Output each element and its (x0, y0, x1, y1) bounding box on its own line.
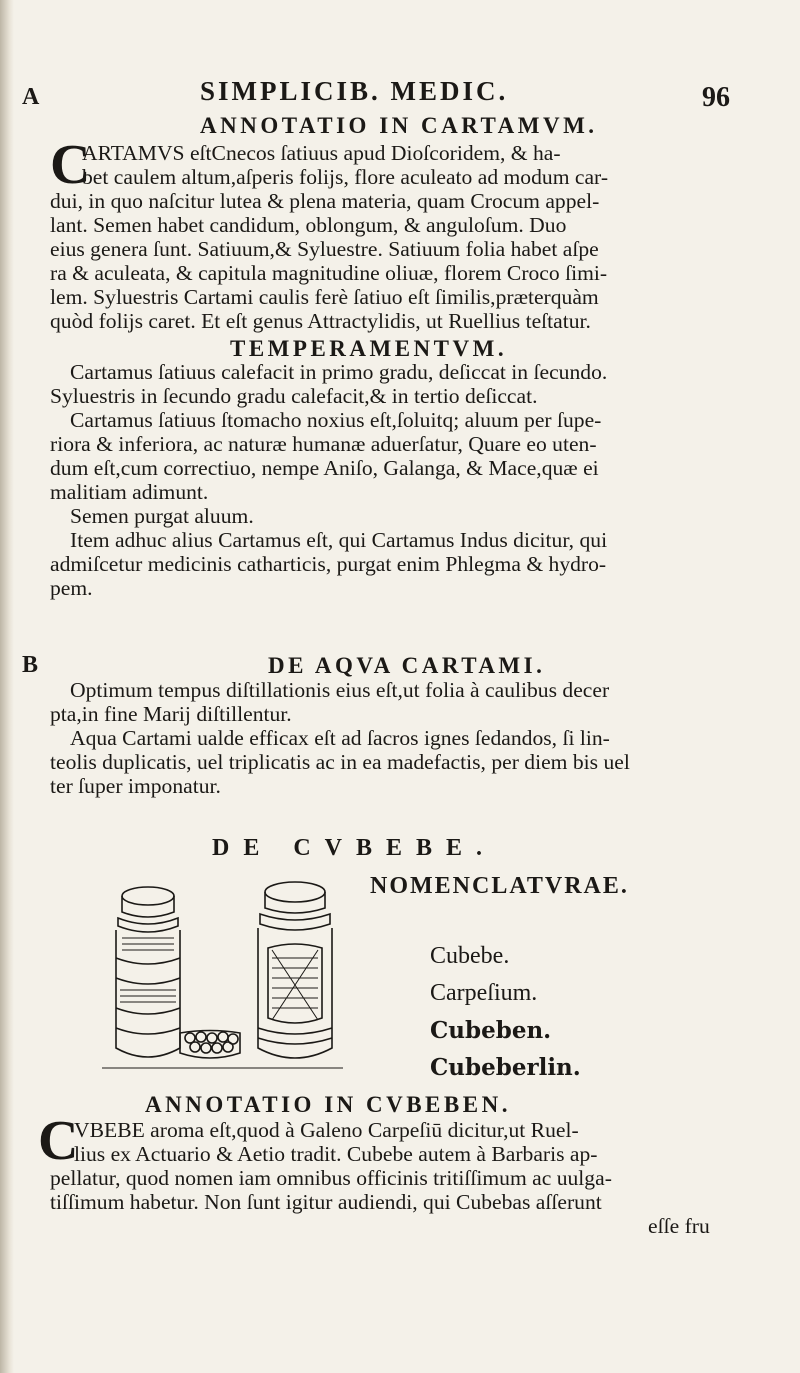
text-line: malitiam adimunt. (50, 480, 209, 504)
text-line: Semen purgat aluum. (70, 504, 254, 528)
text-line: pta,in fine Marij diſtillentur. (50, 702, 292, 726)
name-latin: Carpeſium. (430, 980, 538, 1006)
text-line: lem. Syluestris Cartami caulis ferè ſatiuo eſt ſimilis,præterquàm (50, 285, 599, 309)
text-line: Optimum tempus diſtillationis eius eſt,ut folia à caulibus decer (70, 678, 610, 702)
aqua-paragraph (50, 678, 750, 798)
text-line: bet caulem altum,aſperis folijs, flore aculeato ad modum car- (82, 165, 609, 189)
cubeben-paragraph (50, 1118, 750, 1238)
text-line: Cartamus ſatiuus calefacit in primo gradu, deſiccat in ſecundo. (70, 360, 608, 384)
name-latin: Cubebe. (430, 943, 510, 969)
heading-temperamentum: TEMPERAMENTVM. (230, 336, 508, 361)
nomenclature-list (430, 938, 581, 1086)
text-line: ter ſuper imponatur. (50, 774, 221, 798)
running-head: SIMPLICIB. MEDIC. (200, 76, 509, 106)
text-line: ra & aculeata, & capitula magnitudine oliuæ, florem Croco ſimi- (50, 261, 608, 285)
margin-mark-b: B (22, 652, 39, 678)
catchword: eſſe fru (648, 1214, 710, 1238)
page-gutter (0, 0, 14, 1373)
text-line: admiſcetur medicinis catharticis, purgat enim Phlegma & hydro- (50, 552, 607, 576)
text-line: Item adhuc alius Cartamus eſt, qui Cartamus Indus dicitur, qui (70, 528, 608, 552)
text-line: dui, in quo naſcitur lutea & plena materia, quam Crocum appel- (50, 189, 600, 213)
nomenclature-title: NOMENCLATVRAE. (370, 873, 629, 899)
text-line: lius ex Actuario & Aetio tradit. Cubebe autem à Barbaris ap- (74, 1142, 598, 1166)
text-line: Aqua Cartami ualde efficax eſt ad ſacros ignes ſedandos, ſi lin- (70, 726, 610, 750)
heading-de-aqua-cartami: DE AQVA CARTAMI. (268, 653, 546, 678)
heading-annotatio-cartamum: ANNOTATIO IN CARTAMVM. (200, 113, 598, 138)
drop-cap: C (50, 134, 91, 196)
text-line: quòd folijs caret. Et eſt genus Attractylidis, ut Ruellius teſtatur. (50, 309, 591, 333)
text-line: tiſſimum habetur. Non ſunt igitur audiendi, qui Cubebas aſſerunt (50, 1190, 602, 1214)
temperamentum-paragraph (50, 360, 750, 600)
text-line: pellatur, quod nomen iam omnibus officinis tritiſſimum ac uulga- (50, 1166, 612, 1190)
cartamus-paragraph (50, 141, 750, 333)
text-line: VBEBE aroma eſt,quod à Galeno Carpeſiū dicitur,ut Ruel- (74, 1118, 579, 1142)
text-line: eius genera ſunt. Satiuum,& Syluestre. Satiuum folia habet aſpe (50, 237, 599, 261)
heading-annotatio-cubeben: ANNOTATIO IN CVBEBEN. (145, 1092, 511, 1117)
jars-illustration (100, 878, 345, 1083)
text-line: pem. (50, 576, 93, 600)
heading-de-cubebe: DE CVBEBE. (212, 835, 497, 861)
text-line: riora & inferiora, ac naturæ humanæ aduerſatur, Quare eo uten- (50, 432, 597, 456)
text-line: lant. Semen habet candidum, oblongum, & anguloſum. Duo (50, 213, 567, 237)
name-german: Cubeberlin. (430, 1054, 581, 1081)
text-line: Cartamus ſatiuus ſtomacho noxius eſt,ſoluitq; aluum per ſupe- (70, 408, 602, 432)
text-line: Syluestris in ſecundo gradu calefacit,& in tertio deſiccat. (50, 384, 538, 408)
drop-cap: C (38, 1110, 79, 1172)
page-number: 96 (702, 82, 730, 113)
text-line: teolis duplicatis, uel triplicatis ac in ea madefactis, per diem bis uel (50, 750, 630, 774)
margin-mark-a: A (22, 84, 40, 110)
text-line: ARTAMVS eſtCnecos ſatiuus apud Dioſcoridem, & ha- (82, 141, 561, 165)
text-line: dum eſt,cum correctiuo, nempe Aniſo, Galanga, & Mace,quæ ei (50, 456, 599, 480)
name-german: Cubeben. (430, 1017, 552, 1044)
